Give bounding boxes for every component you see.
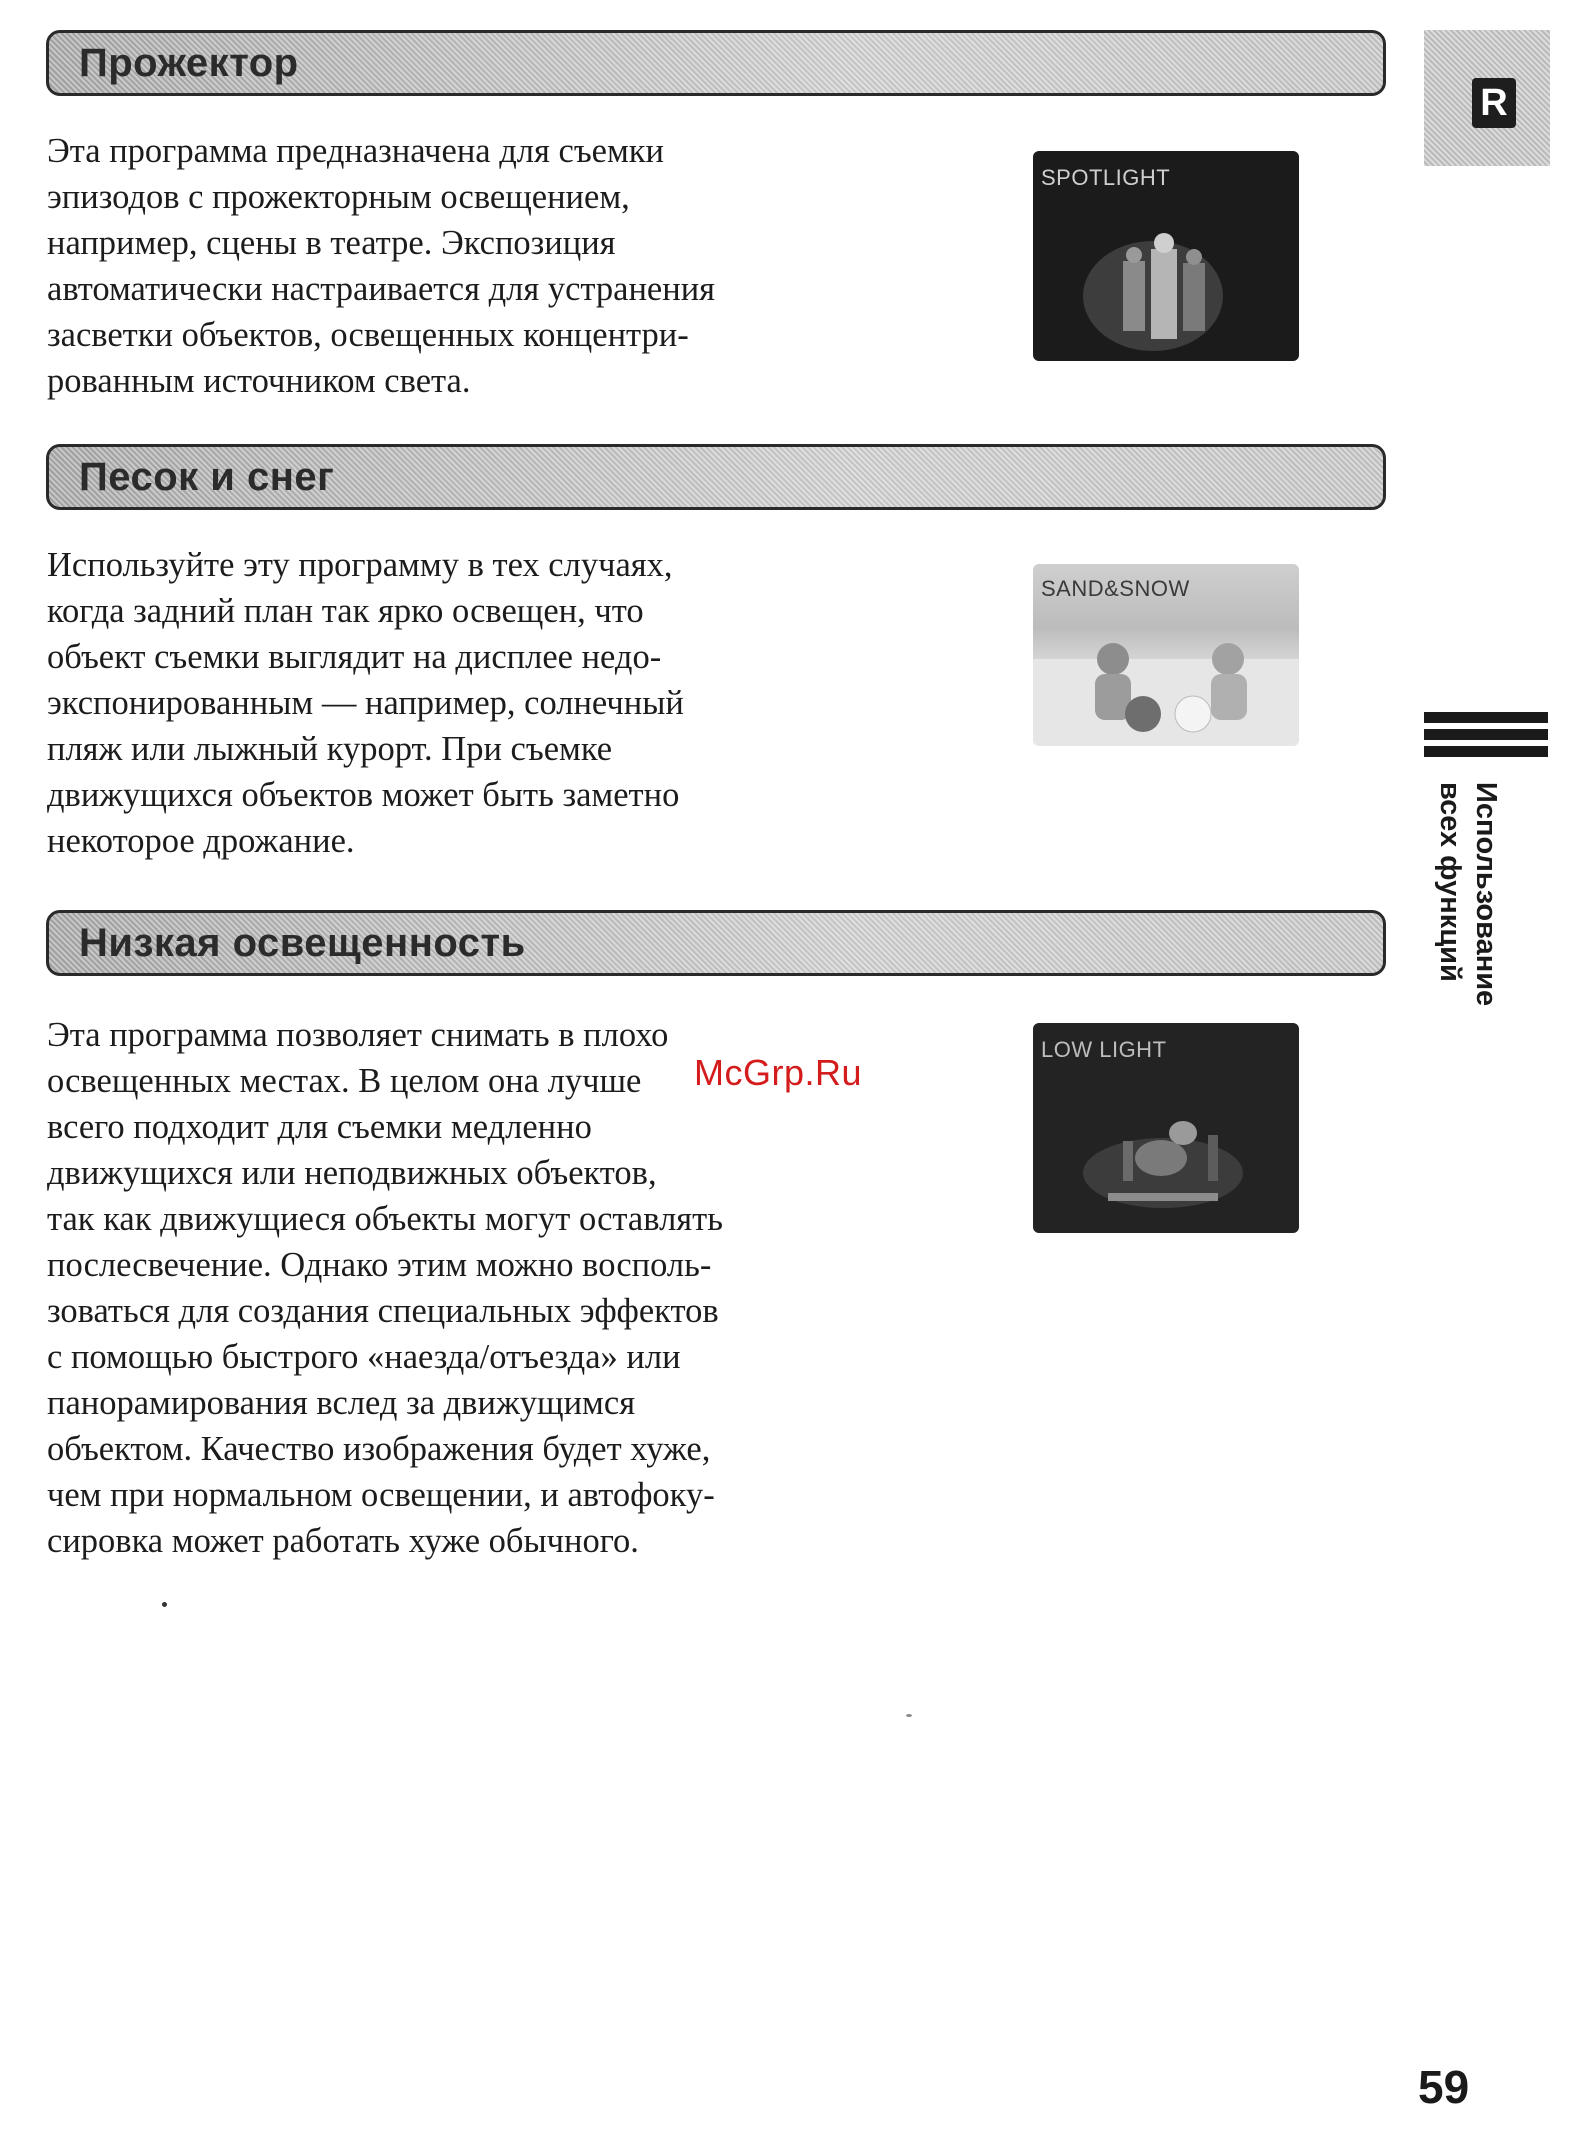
text-line: Эта программа позволяет снимать в плохо [47, 1016, 669, 1054]
text-line: всего подходит для съемки медленно [47, 1108, 592, 1146]
speck [162, 1602, 167, 1607]
text-line: например, сцены в театре. Экспозиция [47, 224, 616, 262]
section-title-spotlight: Прожектор [79, 40, 299, 85]
text-line: чем при нормальном освещении, и автофоку- [47, 1476, 715, 1514]
text-line: так как движущиеся объекты могут оставлять [47, 1200, 723, 1238]
section-text-spotlight [47, 128, 857, 404]
side-tab-bar [1424, 729, 1548, 740]
text-line: панорамирования вслед за движущимся [47, 1384, 636, 1422]
text-line: движущихся или неподвижных объектов, [47, 1154, 657, 1192]
side-tab-line1: Использование [1470, 782, 1502, 1007]
language-tab [1424, 30, 1550, 166]
text-line: движущихся объектов может быть заметно [47, 776, 680, 814]
text-line: с помощью быстрого «наезда/отъезда» или [47, 1338, 681, 1376]
text-line: Используйте эту программу в тех случаях, [47, 546, 673, 584]
watermark: McGrp.Ru [694, 1052, 863, 1093]
side-tab-line2: всех функций [1434, 782, 1466, 982]
text-line: послесвечение. Однако этим можно восполь- [47, 1246, 712, 1284]
text-line: когда задний план так ярко освещен, что [47, 592, 644, 630]
sand-snow-image-label: SAND&SNOW [1041, 576, 1190, 601]
spotlight-image-label: SPOTLIGHT [1041, 165, 1171, 190]
text-line: рованным источником света. [47, 362, 471, 400]
text-line: сировка может работать хуже обычного. [47, 1522, 639, 1560]
text-line: некоторое дрожание. [47, 822, 355, 860]
text-line: пляж или лыжный курорт. При съемке [47, 730, 613, 768]
section-header-spotlight [46, 30, 1386, 96]
spotlight-image [1033, 151, 1299, 361]
section-title-sand-snow: Песок и снег [79, 454, 335, 499]
text-line: засветки объектов, освещенных концентри- [47, 316, 689, 354]
text-line: объектом. Качество изображения будет хуже, [47, 1430, 711, 1468]
side-tab-bar [1424, 746, 1548, 757]
section-header-sand-snow [46, 444, 1386, 510]
text-line: Эта программа предназначена для съемки [47, 132, 665, 170]
side-tab-label [1424, 782, 1504, 1062]
section-header-low-light [46, 910, 1386, 976]
text-line: зоваться для создания специальных эффектов [47, 1292, 719, 1330]
section-title-low-light: Низкая освещенность [79, 920, 526, 965]
side-tab-bars [1424, 712, 1548, 763]
text-line: автоматически настраивается для устранения [47, 270, 716, 308]
sand-snow-image [1033, 564, 1299, 746]
text-line: объект съемки выглядит на дисплее недо- [47, 638, 662, 676]
section-text-sand-snow [47, 542, 857, 864]
section-text-low-light [47, 1012, 857, 1564]
side-tab-bar [1424, 712, 1548, 723]
page-number: 59 [1418, 2061, 1470, 2113]
language-tab-letter: R [1472, 78, 1516, 128]
text-line: эпизодов с прожекторным освещением, [47, 178, 630, 216]
text-line: экспонированным — например, солнечный [47, 684, 684, 722]
text-line: освещенных местах. В целом она лучше [47, 1062, 642, 1100]
low-light-image [1033, 1023, 1299, 1233]
low-light-image-label: LOW LIGHT [1041, 1037, 1167, 1062]
speck [906, 1714, 912, 1717]
